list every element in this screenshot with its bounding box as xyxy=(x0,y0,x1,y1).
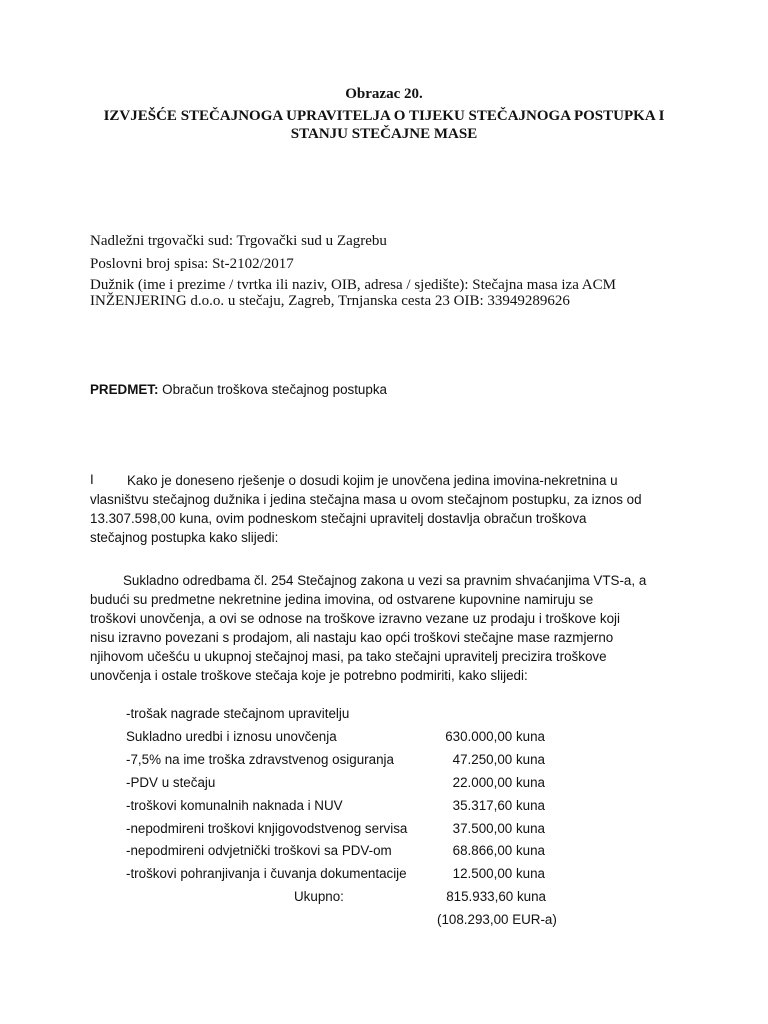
cost-item-amount: 37.500,00 kuna xyxy=(452,821,545,836)
cost-item-label: -troškovi komunalnih naknada i NUV xyxy=(126,798,343,813)
paragraph2-line1: Sukladno odredbama čl. 254 Stečajnog zakona u vezi sa pravnim shvaćanjima VTS-a, a xyxy=(123,573,647,588)
paragraph2-line5: njihovom učešću u ukupnoj stečajnoj masi, pa tako stečajni upravitelj precizira troškove xyxy=(90,649,607,664)
subject-text: Obračun troškova stečajnog postupka xyxy=(158,382,387,397)
cost-item-label: -nepodmireni troškovi knjigovodstvenog servisa xyxy=(126,821,408,836)
subject-label: PREDMET: xyxy=(90,382,159,397)
cost-item-amount: 47.250,00 kuna xyxy=(452,752,545,767)
court-line: Nadležni trgovački sud: Trgovački sud u Zagrebu xyxy=(90,233,387,249)
cost-item-label: -PDV u stečaju xyxy=(126,775,216,790)
total-label: Ukupno: xyxy=(294,889,344,904)
cost-item-amount: 22.000,00 kuna xyxy=(452,775,545,790)
cost-item-label: -troškovi pohranjivanja i čuvanja dokumentacije xyxy=(126,866,407,881)
cost-item-amount: 12.500,00 kuna xyxy=(452,866,545,881)
section-i-line3: 13.307.598,00 kuna, ovim podneskom stečajni upravitelj dostavlja obračun troškova xyxy=(90,511,587,526)
case-number-line: Poslovni broj spisa: St-2102/2017 xyxy=(90,256,294,272)
cost-item-label: -nepodmireni odvjetnički troškovi sa PDV-om xyxy=(126,843,392,858)
cost-intro-line2: Sukladno uredbi i iznosu unovčenja xyxy=(126,729,337,744)
document-title-line2: STANJU STEČAJNE MASE xyxy=(290,126,478,142)
total-amount: 815.933,60 kuna xyxy=(446,889,546,904)
paragraph2-line2: budući su predmetne nekretnine jedina imovina, od ostvarene kupovnine namiruju se xyxy=(90,592,594,607)
cost-intro-line1: -trošak nagrade stečajnom upravitelju xyxy=(126,706,350,721)
debtor-line1: Dužnik (ime i prezime / tvrtka ili naziv, OIB, adresa / sjedište): Stečajna masa iza ACM xyxy=(90,277,616,293)
section-i-line4: stečajnog postupka kako slijedi: xyxy=(90,530,279,545)
section-i-line2: vlasništvu stečajnog dužnika i jedina stečajna masa u ovom stečajnom postupku, za iznos od xyxy=(90,492,642,507)
section-i-line1: Kako je doneseno rješenje o dosudi kojim je unovčena jedina imovina-nekretnina u xyxy=(127,473,618,488)
section-number: I xyxy=(90,472,94,487)
document-title-line1: IZVJEŠĆE STEČAJNOGA UPRAVITELJA O TIJEKU STEČAJNOGA POSTUPKA I xyxy=(103,108,665,124)
paragraph2-line3: troškovi unovčenja, a ovi se odnose na troškove izravno vezane uz prodaju i troškove koji xyxy=(90,611,620,626)
cost-item-amount: 68.866,00 kuna xyxy=(452,843,545,858)
paragraph2-line4: nisu izravno povezani s prodajom, ali nastaju kao opći troškovi stečajne mase razmjerno xyxy=(90,630,614,645)
paragraph2-line6: unovčenja i ostale troškove stečaja koje je potrebno podmiriti, kako slijedi: xyxy=(90,668,528,683)
cost-item-amount: 35.317,60 kuna xyxy=(452,798,545,813)
cost-intro-amount: 630.000,00 kuna xyxy=(445,729,545,744)
cost-item-label: -7,5% na ime troška zdravstvenog osiguranja xyxy=(126,752,394,767)
debtor-line2: INŽENJERING d.o.o. u stečaju, Zagreb, Trnjanska cesta 23 OIB: 33949289626 xyxy=(90,293,570,309)
total-eur: (108.293,00 EUR-a) xyxy=(437,912,557,927)
form-number: Obrazac 20. xyxy=(345,86,423,102)
subject-line xyxy=(90,382,387,397)
